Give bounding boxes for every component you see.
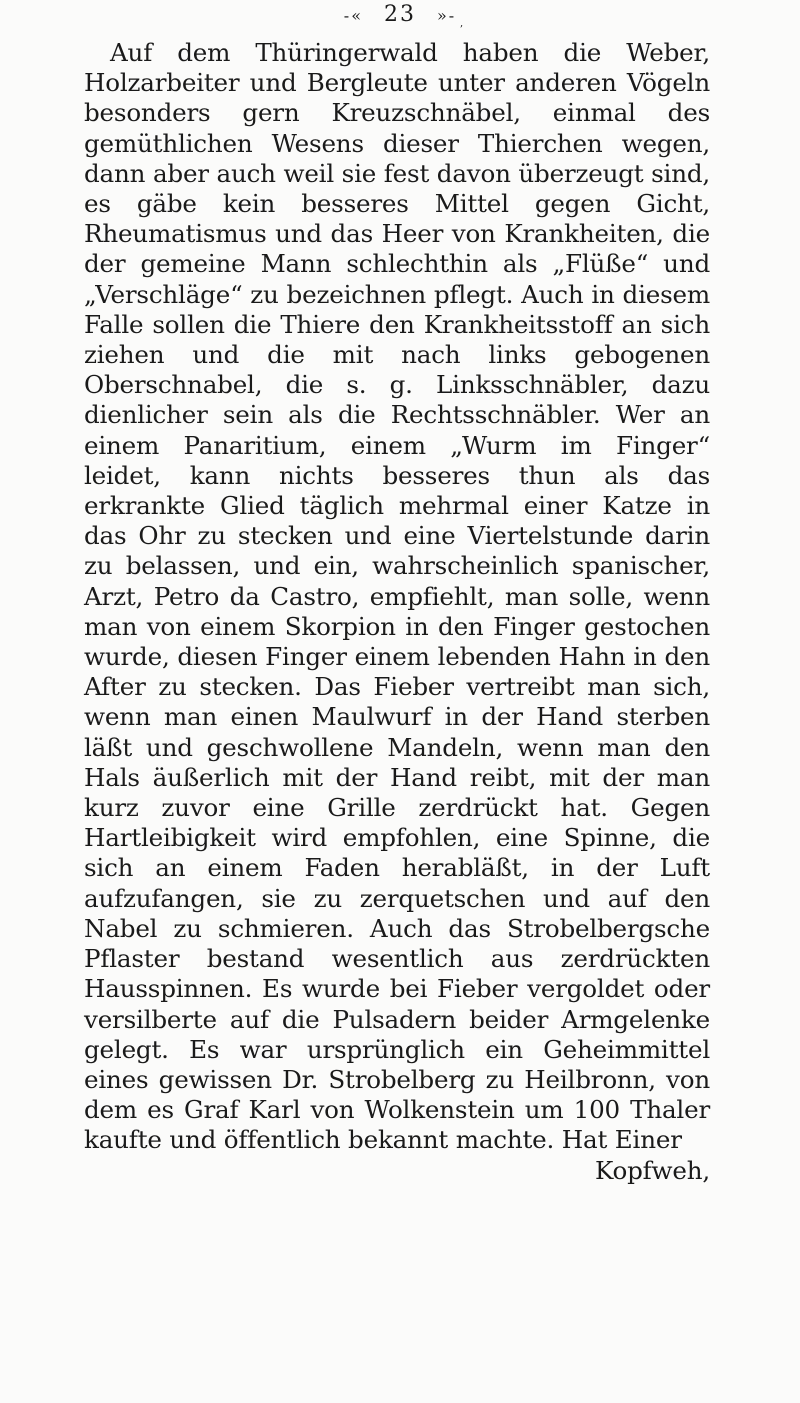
body-text	[84, 38, 710, 1186]
page-header	[0, 2, 800, 27]
main-paragraph: Auf dem Thüringerwald haben die Weber, Holzarbeiter und Bergleute unter anderen Vögeln besonders gern Kreuzschnäbel, einmal des gemüthlichen Wesens dieser Thierchen wegen, dann aber auch weil sie fest davon überzeugt sind, es gäbe kein besseres Mittel gegen Gicht, Rheumatismus und das Heer von Krankheiten, die der gemeine Mann schlechthin als „Flüße“ und „Verschläge“ zu bezeichnen pflegt. Auch in diesem Falle sollen die Thiere den Krankheitsstoff an sich ziehen und die mit nach links gebogenen Oberschnabel, die s. g. Linksschnäbler, dazu dienlicher sein als die Rechtsschnäbler. Wer an einem Panaritium, einem „Wurm im Finger“ leidet, kann nichts besseres thun als das erkrankte Glied täglich mehrmal einer Katze in das Ohr zu stecken und eine Viertelstunde darin zu belassen, und ein, wahrscheinlich spanischer, Arzt, Petro da Castro, empfiehlt, man solle, wenn man von einem Skorpion in den Finger gestochen wurde, diesen Finger einem lebenden Hahn in den After zu stecken. Das Fieber vertreibt man sich, wenn man einen Maulwurf in der Hand sterben läßt und geschwollene Mandeln, wenn man den Hals äußerlich mit der Hand reibt, mit der man kurz zuvor eine Grille zerdrückt hat. Gegen Hartleibigkeit wird empfohlen, eine Spinne, die sich an einem Faden herabläßt, in der Luft aufzufangen, sie zu zerquetschen und auf den Nabel zu schmieren. Auch das Strobelbergsche Pflaster bestand wesentlich aus zerdrückten Hausspinnen. Es wurde bei Fieber vergoldet oder versilberte auf die Pulsadern beider Armgelenke gelegt. Es war ursprünglich ein Geheimmittel eines gewissen Dr. Strobelberg zu Heilbronn, von dem es Graf Karl von Wolkenstein um 100 Thaler kaufte und öffentlich bekannt machte. Hat Einer	[84, 38, 710, 1155]
header-tick-mark: ,	[460, 18, 466, 29]
left-ornament: -«	[343, 5, 363, 25]
right-ornament: »-	[437, 5, 457, 25]
catchword: Kopfweh,	[594, 1155, 710, 1185]
page-number: 23	[384, 2, 416, 27]
